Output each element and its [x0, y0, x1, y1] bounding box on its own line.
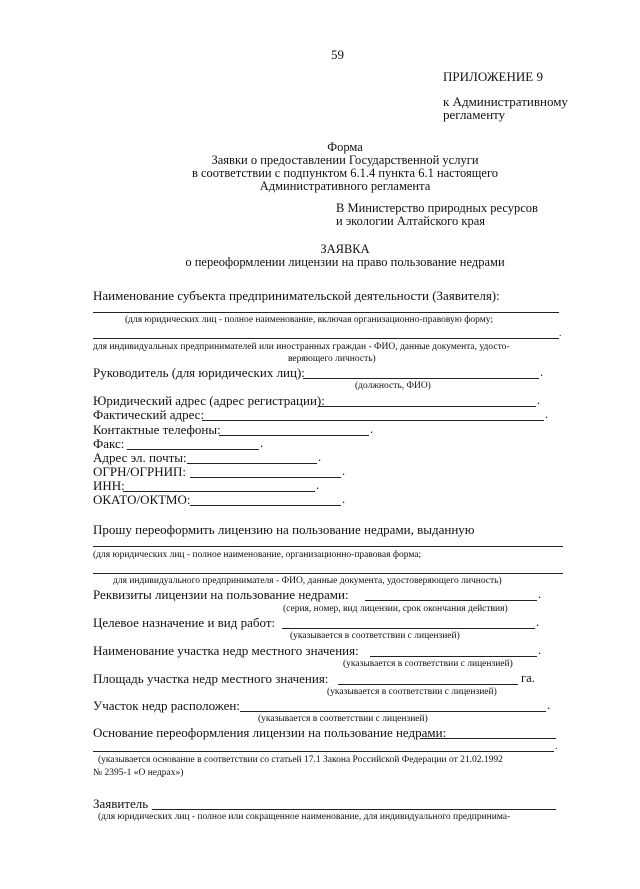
- okato-label: ОКАТО/ОКТМО:: [93, 492, 191, 507]
- request-text: Прошу переоформить лицензию на пользование недрами, выданную: [93, 522, 475, 537]
- site-name-hint: (указывается в соответствии с лицензией): [343, 659, 513, 669]
- head-field[interactable]: [303, 378, 539, 379]
- area-field[interactable]: [338, 684, 518, 685]
- appendix-line1: к Административному: [443, 94, 568, 109]
- issued-to-line-2[interactable]: [93, 573, 563, 574]
- license-details-field[interactable]: [365, 600, 537, 601]
- legal-address-field[interactable]: [318, 406, 536, 407]
- applicant-name-hint-individual-2: веряющего личность): [288, 354, 376, 364]
- location-field[interactable]: [240, 711, 546, 712]
- phones-field[interactable]: [219, 435, 369, 436]
- form-header-line3: в соответствии с подпунктом 6.1.4 пункта 6.1 настоящего: [191, 166, 499, 180]
- purpose-label: Целевое назначение и вид работ:: [93, 615, 276, 630]
- form-header-line2: Заявки о предоставлении Государственной услуги: [211, 153, 479, 167]
- actual-address-field[interactable]: [202, 420, 544, 421]
- area-hint: (указывается в соответствии с лицензией): [327, 687, 497, 697]
- applicant-signature-hint: (для юридических лиц - полное или сокращенное наименование, для индивидуального предпринима-: [98, 812, 511, 822]
- head-label: Руководитель (для юридических лиц):: [93, 365, 305, 380]
- basis-label: Основание переоформления лицензии на пользование недрами:: [93, 725, 447, 740]
- location-hint: (указывается в соответствии с лицензией): [258, 714, 428, 724]
- basis-hint-2: № 2395-1 «О недрах»): [93, 768, 184, 778]
- request-hint-individual: для индивидуального предпринимателя - ФИО, данные документа, удостоверяющего личность): [113, 576, 502, 586]
- issued-to-line[interactable]: [93, 546, 563, 547]
- site-name-label: Наименование участка недр местного значения:: [93, 643, 359, 658]
- purpose-hint: (указывается в соответствии с лицензией): [290, 631, 460, 641]
- page-number: 59: [331, 47, 344, 62]
- inn-label: ИНН:: [93, 478, 125, 493]
- email-field[interactable]: [187, 463, 317, 464]
- location-label: Участок недр расположен:: [93, 698, 240, 713]
- license-details-hint: (серия, номер, вид лицензии, срок окончания действия): [283, 604, 508, 614]
- appendix-title: ПРИЛОЖЕНИЕ 9: [443, 69, 543, 84]
- basis-field-2[interactable]: [93, 751, 554, 752]
- basis-field[interactable]: [420, 738, 556, 739]
- basis-hint-1: (указывается основание в соответствии со статьей 17.1 Закона Российской Федерации от 21.02.1992: [98, 755, 503, 765]
- applicant-signature-label: Заявитель: [93, 796, 149, 811]
- appendix-line2: регламенту: [443, 107, 506, 122]
- applicant-name-hint-legal: (для юридических лиц - полное наименование, включая организационно-правовую форму;: [125, 315, 494, 325]
- site-name-field[interactable]: [370, 656, 537, 657]
- area-unit: га.: [521, 671, 535, 685]
- okato-field[interactable]: [190, 505, 341, 506]
- applicant-name-line-2[interactable]: [93, 338, 559, 339]
- ogrn-label: ОГРН/ОГРНИП:: [93, 464, 187, 479]
- head-hint: (должность, ФИО): [355, 381, 431, 391]
- license-details-label: Реквизиты лицензии на пользование недрами:: [93, 587, 349, 602]
- applicant-name-label: Наименование субъекта предпринимательской деятельности (Заявителя):: [93, 288, 500, 303]
- email-label: Адрес эл. почты:: [93, 450, 187, 465]
- form-header-line1: Форма: [327, 140, 363, 154]
- applicant-name-hint-individual-1: для индивидуальных предпринимателей или иностранных граждан - ФИО, данные документа, удосто-: [93, 342, 510, 352]
- purpose-field[interactable]: [282, 628, 535, 629]
- fax-label: Факс:: [93, 436, 125, 451]
- phones-label: Контактные телефоны:: [93, 422, 221, 437]
- applicant-name-line[interactable]: [93, 312, 559, 313]
- addressee-line1: В Министерство природных ресурсов: [336, 201, 538, 215]
- request-hint-legal: (для юридических лиц - полное наименование, организационно-правовая форма;: [93, 550, 422, 560]
- document-subtitle: о переоформлении лицензии на право пользование недрами: [185, 255, 505, 269]
- area-label: Площадь участка недр местного значения:: [93, 671, 329, 686]
- actual-address-label: Фактический адрес:: [93, 407, 205, 422]
- document-title: ЗАЯВКА: [320, 242, 370, 256]
- addressee-line2: и экологии Алтайского края: [336, 214, 485, 228]
- applicant-signature-field[interactable]: [152, 809, 556, 810]
- legal-address-label: Юридический адрес (адрес регистрации):: [93, 393, 325, 408]
- form-header-line4: Административного регламента: [259, 179, 431, 193]
